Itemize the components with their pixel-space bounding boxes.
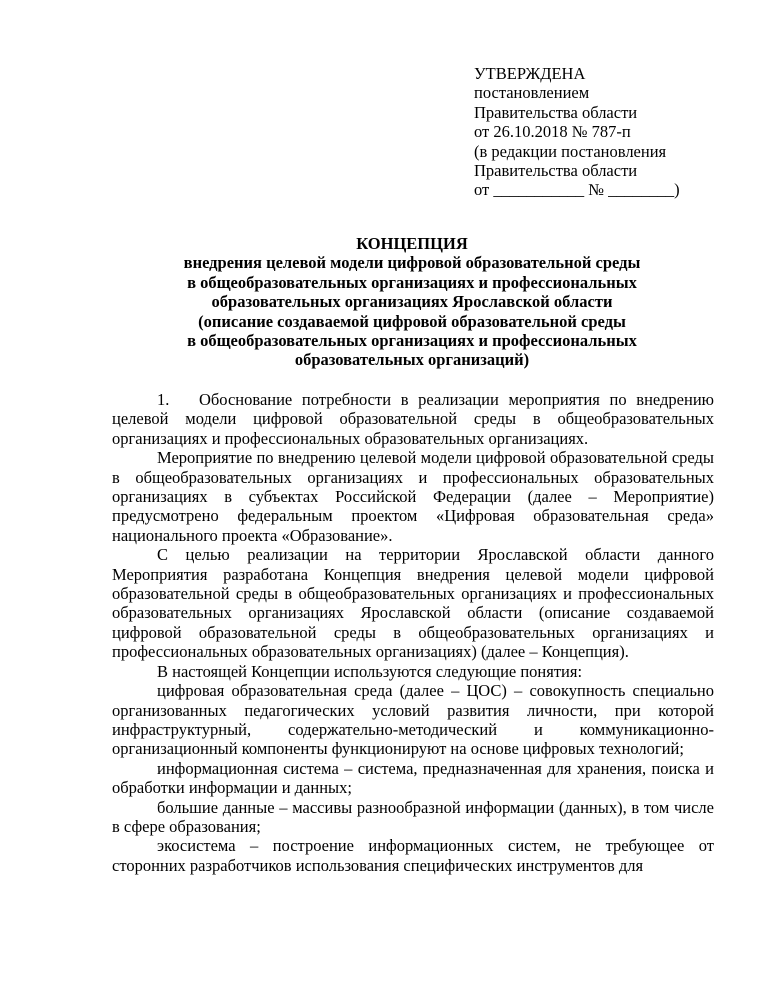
body-paragraph: С целью реализации на территории Ярославской области данного Мероприятия разработана Концепция внедрения целевой модели цифровой образовательной среды в общеобразовательных организациях и профессиональных образовательных организациях Ярославской области (описание создаваемой цифровой образовательной среды в общеобразовательных организациях и профессиональных образовательных организациях) (далее – Концепция).: [112, 545, 714, 662]
heading-line: образовательных организациях Ярославской области: [211, 292, 613, 312]
heading-line: образовательных организаций): [294, 350, 530, 370]
heading-line: внедрения целевой модели цифровой образовательной среды: [183, 253, 641, 273]
approval-line: от 26.10.2018 № 787-п: [474, 122, 631, 142]
body-paragraph: цифровая образовательная среда (далее – ЦОС) – совокупность специально организованных педагогических условий развития личности, при которой инфраструктурный, содержательно-методический и коммуникационно-организационный компоненты функционируют на основе цифровых технологий;: [112, 681, 714, 759]
heading-line: (описание создаваемой цифровой образовательной среды: [198, 311, 626, 331]
approval-line: постановлением: [474, 83, 590, 103]
approval-line: Правительства области: [474, 102, 638, 122]
approval-line: УТВЕРЖДЕНА: [474, 64, 586, 83]
approval-line: от ___________ № ________): [474, 180, 680, 200]
section-number: 1.: [157, 390, 170, 409]
document-body: [112, 390, 714, 875]
heading-line: в общеобразовательных организациях и профессиональных: [187, 331, 637, 351]
section-paragraph: [112, 390, 714, 448]
body-paragraph: Мероприятие по внедрению целевой модели цифровой образовательной среды в общеобразовательных организациях и профессиональных образовательных организациях в субъектах Российской Федерации (далее – Мероприятие) предусмотрено федеральным проектом «Цифровая образовательная среда» национального проекта «Образование».: [112, 448, 714, 545]
document-title: КОНЦЕПЦИЯ: [356, 234, 468, 253]
section-text: Обоснование потребности в реализации мероприятия по внедрению целевой модели цифровой образовательной среды в общеобразовательных организациях и профессиональных образовательных организациях.: [112, 390, 714, 448]
heading-line: в общеобразовательных организациях и профессиональных: [187, 272, 637, 292]
body-paragraph: большие данные – массивы разнообразной информации (данных), в том числе в сфере образования;: [112, 797, 714, 836]
approval-line: (в редакции постановления: [474, 141, 667, 161]
approval-line: Правительства области: [474, 161, 638, 181]
body-paragraph: В настоящей Концепции используются следующие понятия:: [157, 661, 583, 681]
body-paragraph: информационная система – система, предназначенная для хранения, поиска и обработки информации и данных;: [112, 758, 714, 798]
body-paragraph: экосистема – построение информационных систем, не требующее от сторонних разработчиков использования специфических инструментов для: [112, 836, 714, 875]
approval-stamp: [474, 64, 680, 200]
document-heading: [110, 234, 714, 370]
